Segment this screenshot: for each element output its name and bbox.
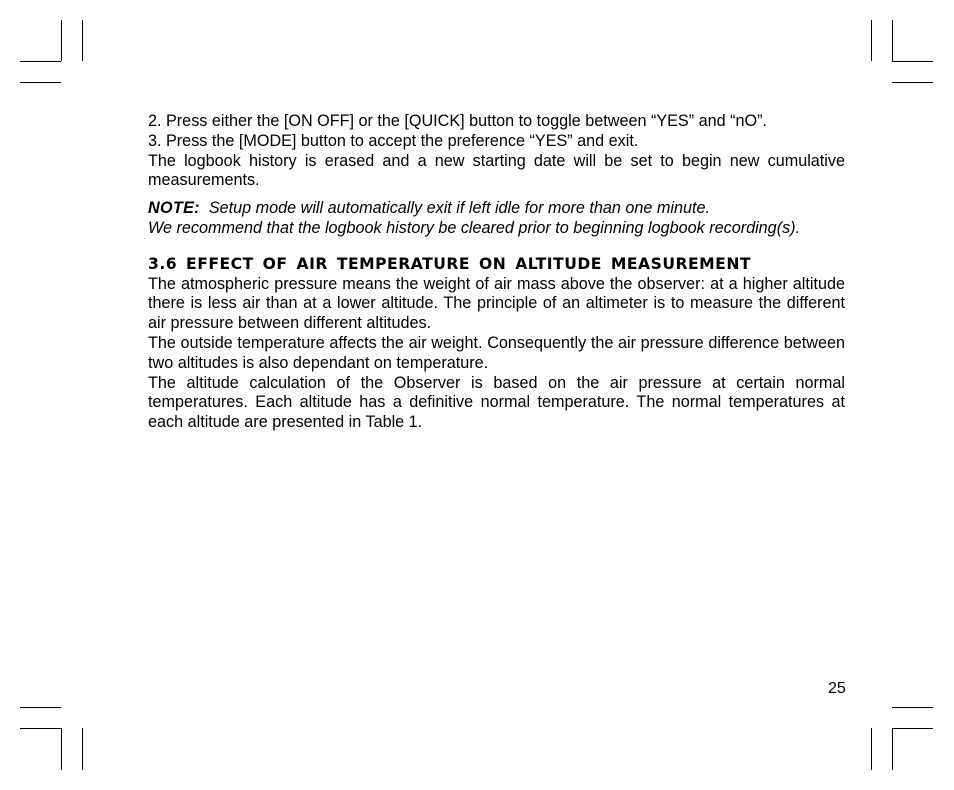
section-paragraph: The altitude calculation of the Observer is based on the air pressure at certain normal temperatures. Each altitude has a definitive normal temperature. The normal temperatures at each altitude are presented in Table 1. (148, 373, 845, 432)
crop-mark (871, 728, 872, 770)
page-content (148, 112, 845, 433)
crop-mark (82, 20, 83, 61)
crop-mark (61, 728, 62, 770)
note-label: NOTE: (148, 199, 200, 218)
logbook-erased-text: The logbook history is erased and a new starting date will be set to begin new cumulative measurements. (148, 151, 845, 190)
crop-mark (20, 61, 61, 62)
crop-mark (20, 82, 61, 83)
crop-mark (892, 20, 893, 61)
crop-mark (892, 82, 933, 83)
crop-mark (871, 20, 872, 61)
section-paragraph: The atmospheric pressure means the weight of air mass above the observer: at a higher altitude there is less air than at a lower altitude. The principle of an altimeter is to measure the different air pressure between different altitudes. (148, 274, 845, 333)
step-2-text: 2. Press either the [ON OFF] or the [QUICK] button to toggle between “YES” and “nO”. (148, 112, 767, 130)
crop-mark (892, 61, 933, 62)
step-3-text: 3. Press the [MODE] button to accept the preference “YES” and exit. (148, 131, 639, 150)
crop-mark (20, 707, 61, 708)
crop-mark (892, 728, 933, 729)
crop-mark (20, 728, 61, 729)
page-number: 25 (828, 680, 846, 697)
crop-mark (892, 728, 893, 770)
note-text-1: Setup mode will automatically exit if left idle for more than one minute. (208, 199, 711, 218)
note-line-1 (148, 199, 845, 219)
note-text-2: We recommend that the logbook history be cleared prior to beginning logbook recording(s). (148, 218, 801, 237)
section-heading: 3.6 EFFECT OF AIR TEMPERATURE ON ALTITUDE MEASUREMENT (148, 254, 752, 273)
section-paragraph: The outside temperature affects the air weight. Consequently the air pressure difference between two altitudes is also dependant on temperature. (148, 333, 845, 372)
crop-mark (61, 20, 62, 61)
crop-mark (82, 728, 83, 770)
crop-mark (892, 707, 933, 708)
